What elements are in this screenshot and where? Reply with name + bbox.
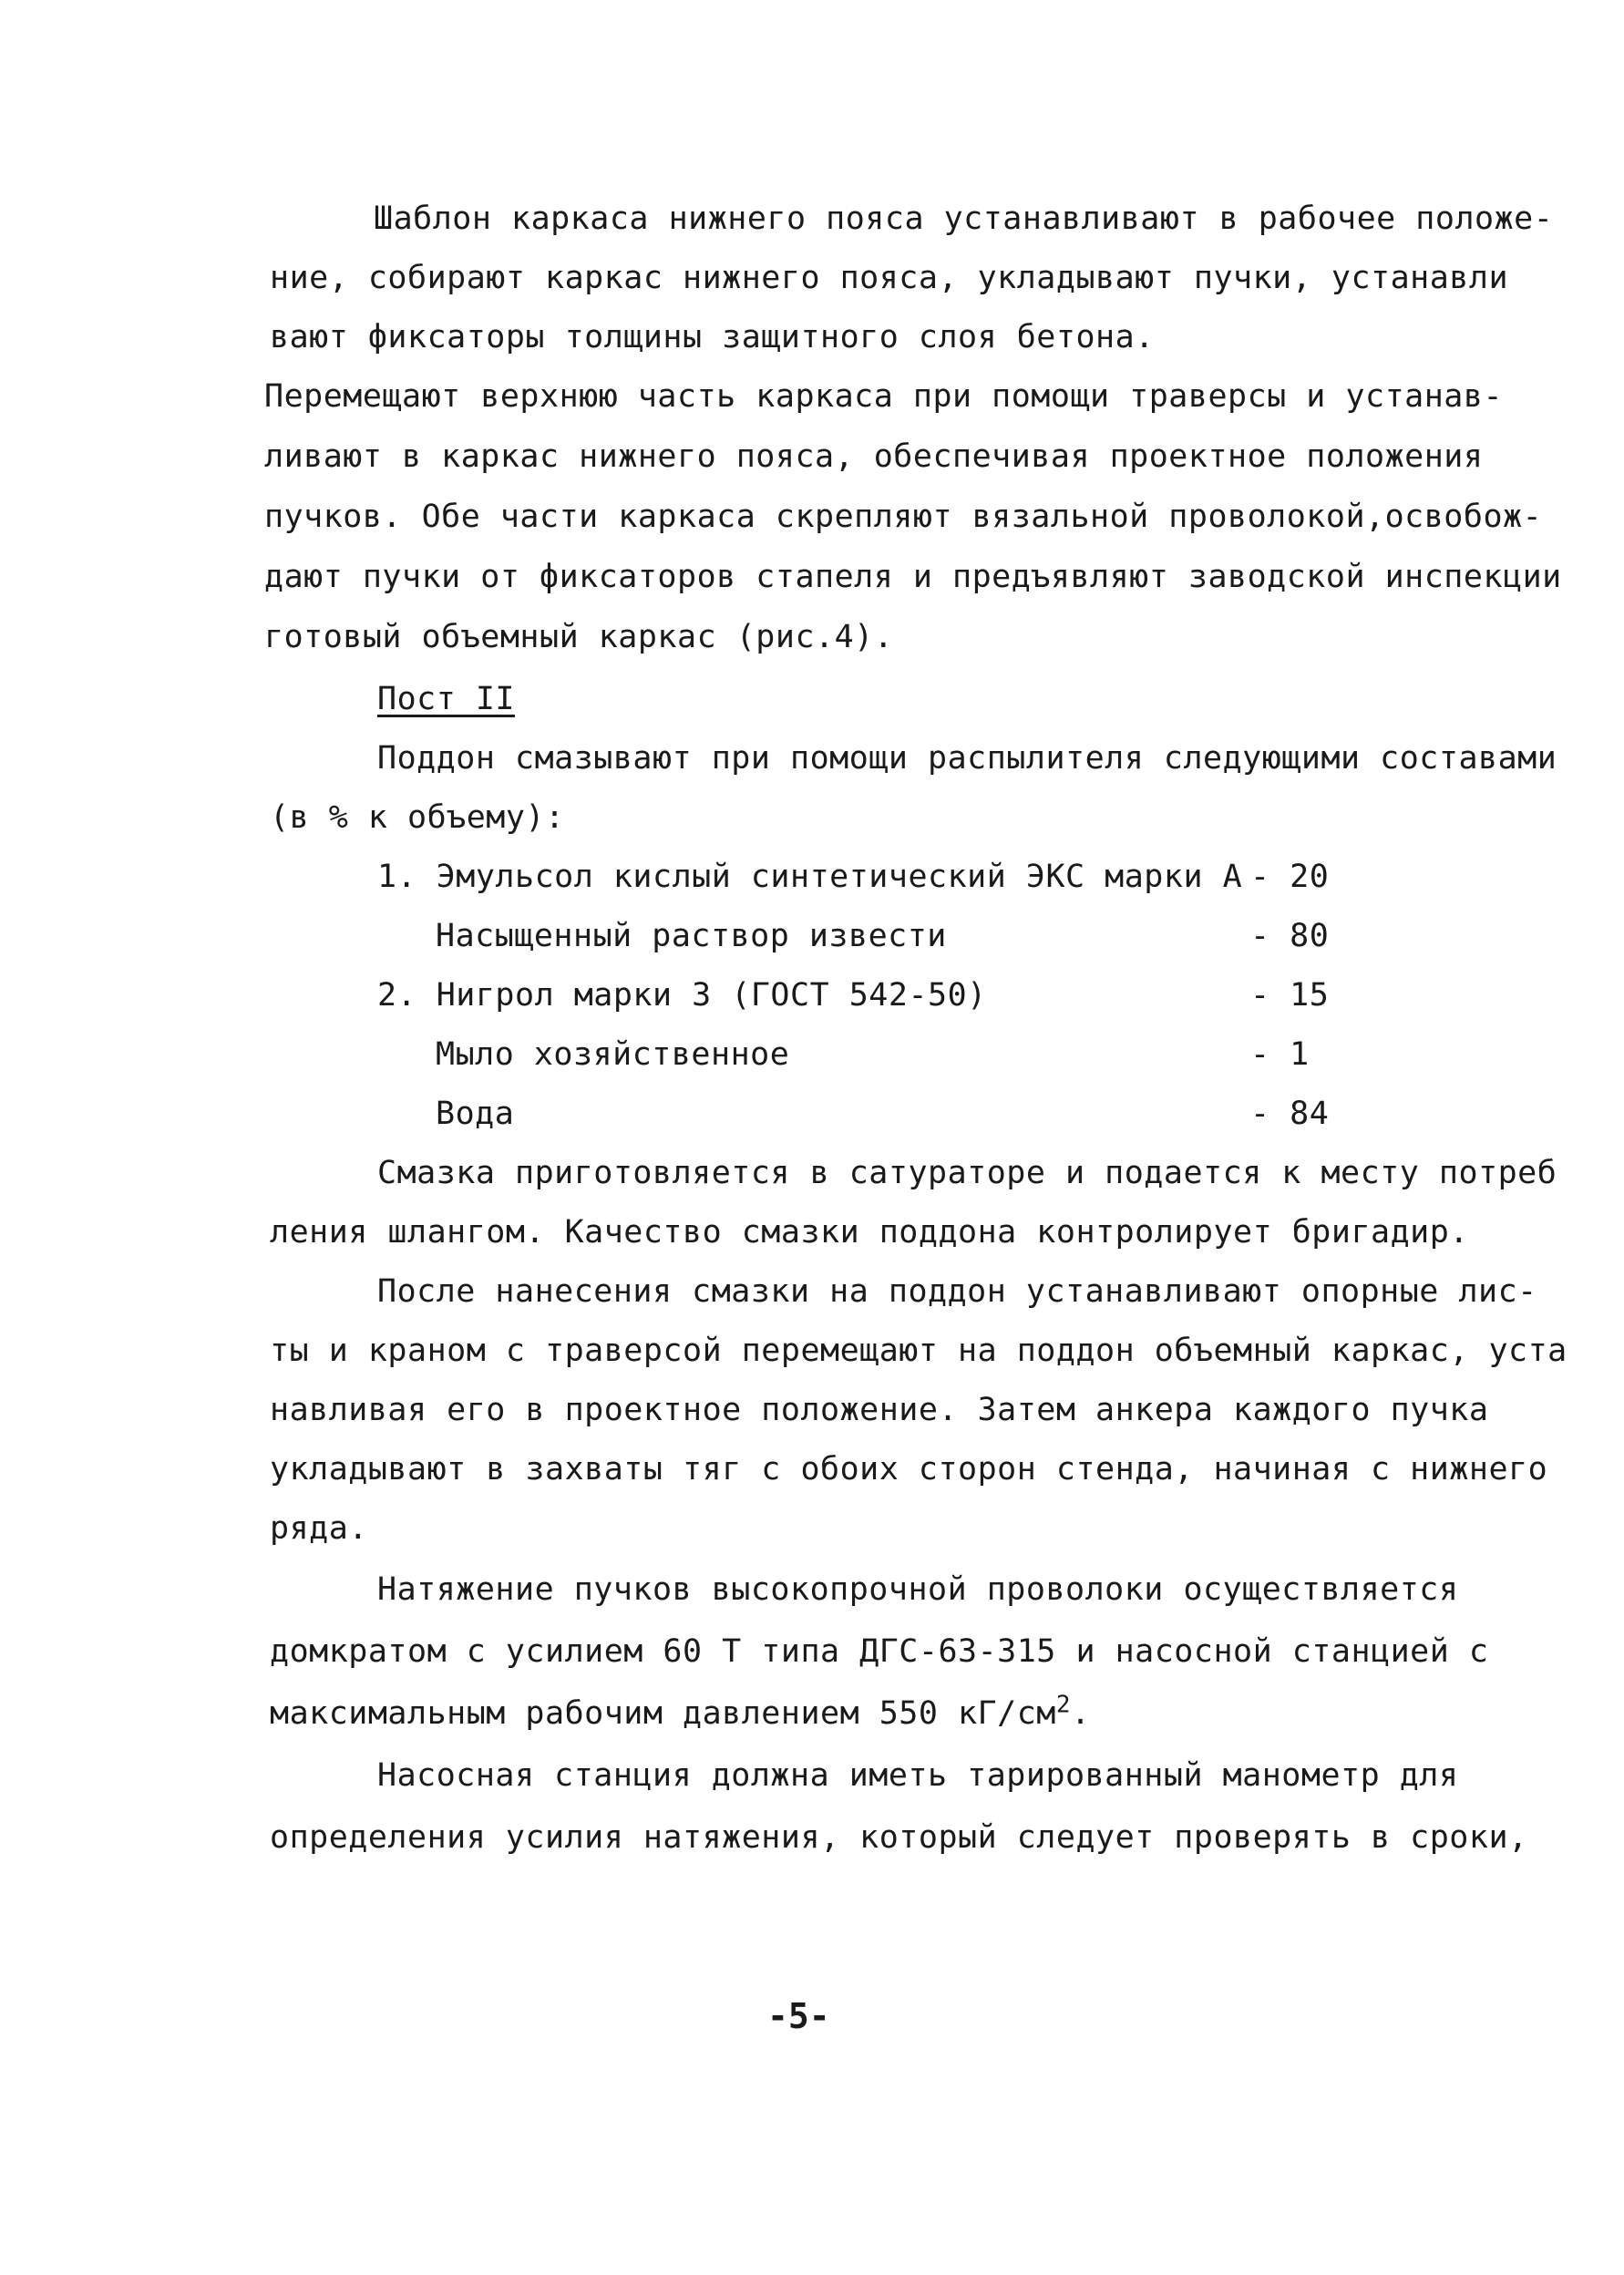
paragraph-6-line-2: домкратом с усилием 60 Т типа ДГС-63-315 и насосной станцией с (270, 1633, 1489, 1670)
paragraph-6-line-3-text: максимальным рабочим давлением 550 кГ/см (270, 1695, 1056, 1732)
paragraph-3-line-2: (в % к объему): (270, 799, 565, 836)
paragraph-5-line-3: навливая его в проектное положение. Затем анкера каждого пучка (270, 1392, 1489, 1428)
paragraph-7-line-1: Насосная станция должна иметь тарированный манометр для (377, 1757, 1459, 1794)
composition-label: Насыщенный раствор извести (436, 918, 947, 954)
paragraph-2-line-2: ливают в каркас нижнего пояса, обеспечивая проектное положения (264, 438, 1484, 475)
paragraph-2-line-3: пучков. Обе части каркаса скрепляют вязальной проволокой,освобож- (264, 499, 1543, 535)
composition-value: - 1 (1250, 1036, 1310, 1073)
superscript-2: 2 (1055, 1691, 1072, 1719)
paragraph-2-line-4: дают пучки от фиксаторов стапеля и предъявляют заводской инспекции (264, 559, 1562, 595)
paragraph-1-line-3: вают фиксаторы толщины защитного слоя бетона. (270, 319, 1155, 355)
paragraph-5-line-4: укладывают в захваты тяг с обоих сторон стенда, начиная с нижнего (270, 1451, 1548, 1488)
composition-label: 2. Нигрол марки З (ГОСТ 542-50) (377, 977, 987, 1014)
paragraph-2-line-5: готовый объемный каркас (рис.4). (264, 619, 894, 655)
composition-value: - 15 (1250, 977, 1330, 1014)
paragraph-5-line-5: ряда. (270, 1510, 368, 1547)
paragraph-6-line-3 (270, 1693, 1091, 1734)
paragraph-6-line-1: Натяжение пучков высокопрочной проволоки осуществляется (377, 1571, 1459, 1608)
composition-value: - 84 (1250, 1096, 1330, 1132)
composition-label: Мыло хозяйственное (436, 1036, 790, 1073)
composition-label: 1. Эмульсол кислый синтетический ЭКС марки А (377, 859, 1243, 895)
paragraph-6-tail: . (1071, 1695, 1091, 1732)
paragraph-5-line-2: ты и краном с траверсой перемещают на поддон объемный каркас, уста (270, 1333, 1567, 1369)
composition-value: - 80 (1250, 918, 1330, 954)
paragraph-7-line-2: определения усилия натяжения, который следует проверять в сроки, (270, 1819, 1528, 1856)
composition-value: - 20 (1250, 859, 1330, 895)
paragraph-2-line-1: Перемещают верхнюю часть каркаса при помощи траверсы и устанав- (264, 378, 1504, 415)
paragraph-1-line-1: Шаблон каркаса нижнего пояса устанавливают в рабочее положе- (374, 201, 1554, 237)
page-number: -5- (767, 1996, 830, 2036)
paragraph-4-line-2: ления шлангом. Качество смазки поддона контролирует бригадир. (270, 1214, 1469, 1251)
section-heading: Пост II (377, 681, 516, 717)
paragraph-4-line-1: Смазка приготовляется в сатураторе и подается к месту потреб (377, 1155, 1557, 1191)
paragraph-3-line-1: Поддон смазывают при помощи распылителя следующими составами (377, 740, 1557, 777)
composition-label: Вода (436, 1096, 515, 1132)
paragraph-1-line-2: ние, собирают каркас нижнего пояса, укладывают пучки, устанавли (270, 260, 1509, 296)
paragraph-5-line-1: После нанесения смазки на поддон устанавливают опорные лис- (377, 1273, 1537, 1310)
